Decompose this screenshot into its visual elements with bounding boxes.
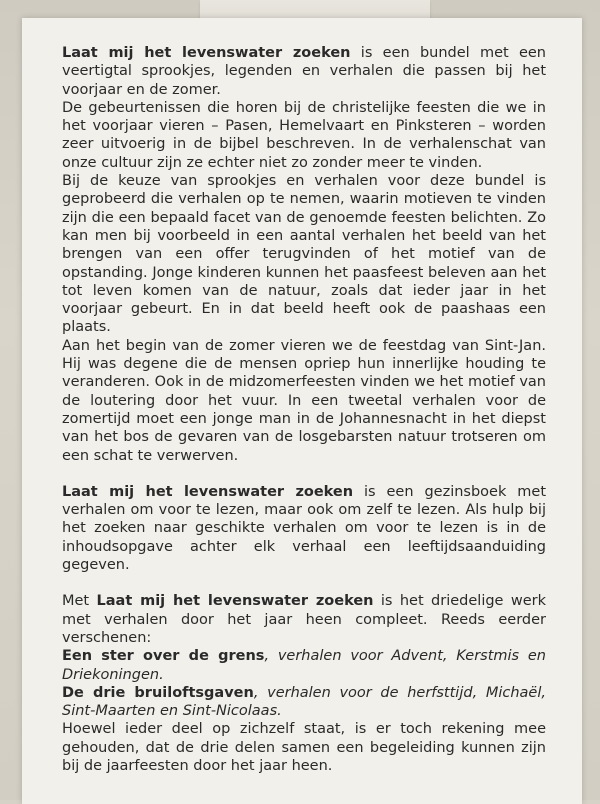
book-title-bold: Laat mij het levenswater zoeken — [62, 483, 354, 500]
book1-paragraph — [62, 647, 546, 684]
gezinsboek-paragraph — [62, 483, 546, 574]
blurb-text-block — [62, 44, 546, 775]
keuze-paragraph: Bij de keuze van sprookjes en verhalen voor deze bundel is geprobeerd die verhalen op te nemen, waarin motieven te vinden zijn die een bepaald facet van de genoemde feesten belichten. Zo kan men bij voorbeeld in een aantal verhalen het beeld van het brengen van een offer terugvinden of het motief van de opstanding. Jonge kinderen kunnen het paasfeest beleven aan het tot leven komen van de natuur, zoals dat ieder jaar in het voorjaar gebeurt. En in dat beeld heeft ook de paashaas een plaats. — [62, 173, 546, 336]
book2-subtitle: , verhalen voor de herfsttijd, Michaël, Sint-Maarten en Sint-Nicolaas. — [62, 684, 546, 720]
book-title-bold: Laat mij het levenswater zoeken — [62, 45, 351, 61]
driedelig-text: is het driedelige werk met verhalen door het jaar heen compleet. Reeds eerder verschenen: — [62, 593, 546, 646]
book2-title: De drie bruiloftsgaven — [62, 684, 254, 701]
driedelig-paragraph — [62, 592, 546, 647]
book2-paragraph — [62, 684, 546, 721]
zomer-paragraph: Aan het begin van de zomer vieren we de feestdag van Sint-Jan. Hij was degene die de mensen opriep hun innerlijke houding te veranderen. Ook in de midzomerfeesten vinden we het motief van de loutering door het vuur. In een tweetal verhalen voor de zomertijd moet een jonge man in de Johannesnacht in het diepst van het bos de gevaren van de losgebarsten natuur trotseren om een schat te verwerven. — [62, 337, 546, 464]
book-back-cover — [22, 18, 582, 804]
feesten-paragraph: De gebeurtenissen die horen bij de christelijke feesten die we in het voorjaar vieren – Pasen, Hemelvaart en Pinksteren – worden zeer uitvoerig in de bijbel beschreven. In de verhalenschat van onze cultuur zijn ze echter niet zo zonder meer te vinden. — [62, 99, 546, 171]
gezinsboek-text: is een gezinsboek met verhalen om voor te lezen, maar ook om zelf te lezen. Als hulp bij het zoeken naar geschikte verhalen om voor te lezen is in de inhoudsopgave achter elk verhaal een leeftijdsaanduiding gegeven. — [62, 483, 547, 574]
book1-title: Een ster over de grens — [62, 648, 265, 665]
driedelig-lead: Met — [62, 593, 97, 610]
paragraph-spacer — [62, 465, 546, 483]
book-title-bold: Laat mij het levenswater zoeken — [96, 593, 374, 610]
paragraph-spacer — [62, 574, 546, 592]
hoewel-paragraph: Hoewel ieder deel op zichzelf staat, is er toch rekening mee gehouden, dat de drie delen samen een begeleiding kunnen zijn bij de jaarfeesten door het jaar heen. — [62, 721, 546, 774]
book1-subtitle: , verhalen voor Advent, Kerstmis en Driekoningen. — [62, 648, 546, 683]
intro-paragraph — [62, 44, 546, 99]
intro-text: is een bundel met een veertigtal sprookjes, legenden en verhalen die passen bij het voorjaar en de zomer. — [62, 45, 546, 98]
